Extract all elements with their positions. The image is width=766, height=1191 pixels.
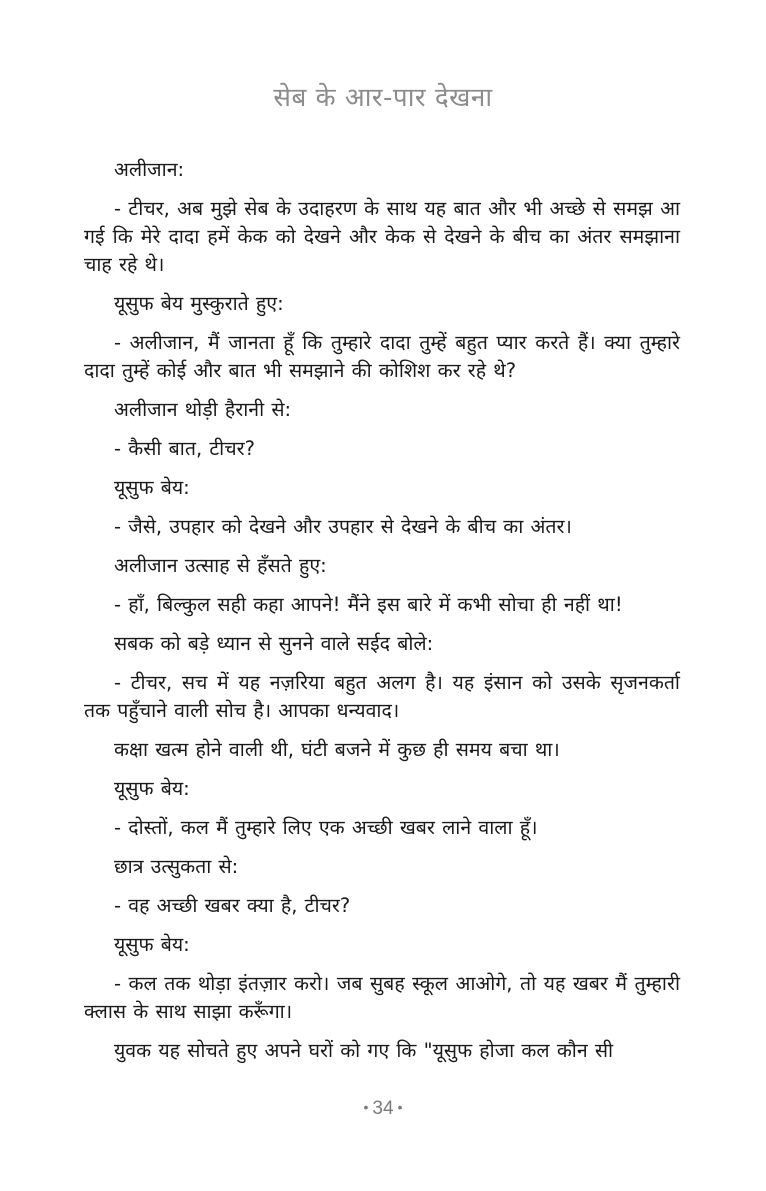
page-footer bbox=[0, 1098, 766, 1120]
dialogue-line: - कैसी बात, टीचर? bbox=[114, 437, 255, 460]
dialogue-line: - टीचर, सच में यह नज़रिया बहुत अलग है। यह इंसान को उसके सृजनकर्ता तक पहुँचाने वाली सोच है। आपका धन्यवाद। bbox=[84, 671, 680, 722]
speaker-line: सबक को बड़े ध्यान से सुनने वाले सईद बोले: bbox=[114, 632, 434, 655]
speaker-line: यूसुफ बेय: bbox=[114, 933, 190, 956]
speaker-line: अलीजान उत्साह से हँसते हुए: bbox=[114, 554, 327, 577]
narration-line: कक्षा खत्म होने वाली थी, घंटी बजने में कुछ ही समय बचा था। bbox=[114, 738, 560, 761]
speaker-line: यूसुफ बेय मुस्कुराते हुए: bbox=[114, 292, 284, 315]
speaker-line: यूसुफ बेय: bbox=[114, 476, 190, 499]
dialogue-line: - हाँ, बिल्कुल सही कहा आपने! मैंने इस बारे में कभी सोचा ही नहीं था! bbox=[114, 593, 623, 616]
page-body bbox=[84, 156, 680, 1076]
narration-line: युवक यह सोचते हुए अपने घरों को गए कि "यूसुफ होजा कल कौन सी bbox=[114, 1039, 614, 1062]
dialogue-line: - टीचर, अब मुझे सेब के उदाहरण के साथ यह बात और भी अच्छे से समझ आ गई कि मेरे दादा हमें केक को देखने और केक से देखने के बीच का अंतर समझाना चाह रहे थे। bbox=[84, 197, 680, 276]
dialogue-line: - अलीजान, मैं जानता हूँ कि तुम्हारे दादा तुम्हें बहुत प्यार करते हैं। क्या तुम्हारे दादा तुम्हें कोई और बात भी समझाने की कोशिश कर रहे थे? bbox=[84, 331, 680, 382]
dialogue-line: - वह अच्छी खबर क्या है, टीचर? bbox=[114, 894, 351, 917]
speaker-line: अलीजान थोड़ी हैरानी से: bbox=[114, 398, 292, 421]
speaker-line: अलीजान: bbox=[114, 158, 185, 181]
page-number: 34 bbox=[372, 1098, 394, 1119]
speaker-line: यूसुफ बेय: bbox=[114, 777, 190, 800]
bullet-left-icon: • bbox=[363, 1099, 369, 1115]
dialogue-line: - जैसे, उपहार को देखने और उपहार से देखने के बीच का अंतर। bbox=[114, 515, 572, 538]
dialogue-line: - दोस्तों, कल मैं तुम्हारे लिए एक अच्छी खबर लाने वाला हूँ। bbox=[114, 816, 538, 839]
dialogue-line: - कल तक थोड़ा इंतज़ार करो। जब सुबह स्कूल आओगे, तो यह खबर मैं तुम्हारी क्लास के साथ साझा करूँगा। bbox=[84, 972, 680, 1023]
speaker-line: छात्र उत्सुकता से: bbox=[114, 855, 239, 878]
chapter-title: सेब के आर-पार देखना bbox=[273, 83, 493, 113]
bullet-right-icon: • bbox=[397, 1099, 403, 1115]
